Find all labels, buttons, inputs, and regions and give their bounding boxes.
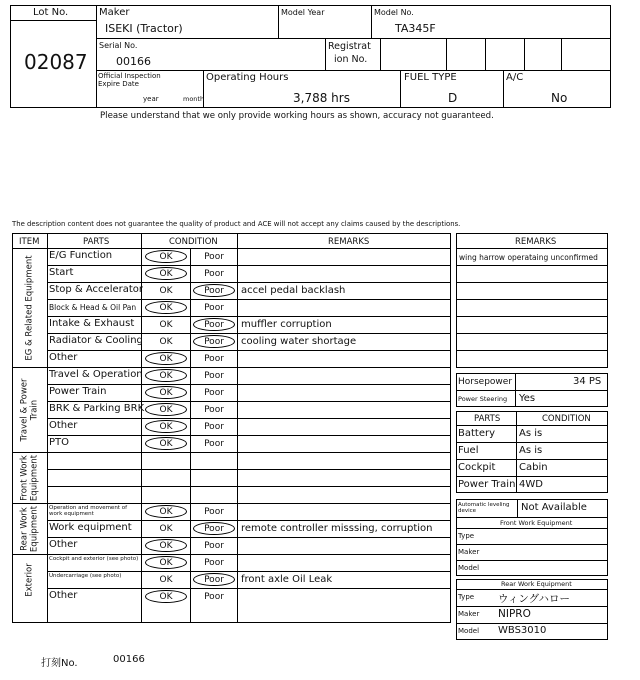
part-label: Other: [49, 420, 78, 431]
part-label: Other: [49, 352, 78, 363]
lot-no-label: Lot No.: [33, 7, 69, 18]
inspection-label-2: Expire Date: [98, 80, 139, 88]
poor-selected-ring: [193, 573, 235, 586]
part-label: Block & Head & Oil Pan: [49, 303, 137, 312]
stamp-no: 00166: [113, 654, 145, 665]
condition-poor: Poor: [204, 438, 224, 449]
model-year-label: Model Year: [281, 8, 325, 17]
serial-no-label: Serial No.: [99, 41, 138, 50]
ok-selected-ring: [145, 420, 187, 433]
poor-selected-ring: [193, 284, 235, 297]
condition-ok: OK: [159, 370, 173, 381]
front-model-label: Model: [458, 564, 480, 572]
ok-selected-ring: [145, 437, 187, 450]
part-label: Start: [49, 267, 74, 278]
auto-leveling-value: Not Available: [521, 502, 587, 513]
condition-poor: Poor: [204, 319, 224, 330]
horsepower-label: Horsepower: [458, 377, 513, 387]
condition-poor: Poor: [204, 591, 224, 602]
notice-description: The description content does not guarantee the quality of product and ACE will not accept any claims caused by the descriptions.: [12, 220, 461, 228]
remarks-panel-header: REMARKS: [515, 237, 557, 247]
model-no-label: Model No.: [374, 8, 414, 17]
condition-poor: Poor: [204, 336, 224, 347]
condition-part: Cockpit: [458, 462, 496, 473]
condition-poor: Poor: [204, 523, 224, 534]
condition-ok: OK: [159, 302, 173, 313]
condition-part: Battery: [458, 428, 496, 439]
power-steering-value: Yes: [519, 393, 536, 404]
ok-selected-ring: [145, 301, 187, 314]
condition-poor: Poor: [204, 387, 224, 398]
inspection-label: Official Inspection: [98, 72, 161, 80]
remark-text: front axle Oil Leak: [241, 573, 333, 585]
ok-selected-ring: [145, 386, 187, 399]
condition-header: CONDITION: [542, 414, 591, 424]
condition-ok: OK: [159, 285, 173, 296]
condition-ok: OK: [159, 268, 173, 279]
remark-text: accel pedal backlash: [241, 284, 346, 296]
group-label: Travel & Power Train: [19, 378, 40, 441]
header-item: ITEM: [19, 237, 40, 247]
registration-label: Registrat: [328, 41, 371, 52]
fuel-type-label: FUEL TYPE: [404, 72, 457, 83]
condition-ok: OK: [159, 251, 173, 262]
header-condition: CONDITION: [169, 237, 218, 247]
rear-work-header: Rear Work Equipment: [501, 580, 572, 588]
maker-value: ISEKI (Tractor): [105, 22, 183, 35]
group-label: Rear Work Equipment: [19, 505, 40, 552]
condition-poor: Poor: [204, 421, 224, 432]
condition-value: As is: [519, 428, 543, 439]
condition-poor: Poor: [204, 268, 224, 279]
poor-selected-ring: [193, 318, 235, 331]
part-label: PTO: [49, 437, 70, 448]
rear-maker-label: Maker: [458, 610, 480, 618]
condition-part: Power Train: [458, 479, 516, 490]
remarks-panel-text: wing harrow operataing unconfirmed: [459, 253, 598, 262]
part-label: Undercarriage (see photo): [49, 573, 122, 579]
part-label: Other: [49, 539, 78, 550]
remark-text: cooling water shortage: [241, 335, 357, 347]
group-label: Front Work Equipment: [19, 454, 40, 501]
condition-poor: Poor: [204, 353, 224, 364]
part-label: BRK & Parking BRK: [49, 403, 145, 414]
condition-ok: OK: [159, 353, 173, 364]
part-label: Travel & Operation: [49, 369, 143, 380]
lot-no: 02087: [24, 50, 88, 74]
rear-model-label: Model: [458, 627, 480, 635]
ok-selected-ring: [145, 352, 187, 365]
part-label: Radiator & Cooling: [49, 335, 143, 346]
part-label: Cockpit and exterior (see photo): [49, 556, 139, 562]
part-label: Intake & Exhaust: [49, 318, 135, 329]
operating-hours-label: Operating Hours: [206, 72, 289, 83]
fuel-type-value: D: [448, 91, 458, 105]
parts-header: PARTS: [474, 414, 501, 424]
condition-poor: Poor: [204, 404, 224, 415]
condition-ok: OK: [159, 421, 173, 432]
ac-label: A/C: [506, 72, 524, 83]
front-maker-label: Maker: [458, 548, 480, 556]
power-steering-label: Power Steering: [458, 395, 508, 403]
ok-selected-ring: [145, 556, 187, 569]
condition-part: Fuel: [458, 445, 479, 456]
condition-poor: Poor: [204, 540, 224, 551]
part-label: Work equipment: [49, 522, 132, 533]
rear-type-value: ウィングハロー: [498, 593, 571, 605]
header-remarks: REMARKS: [328, 237, 370, 247]
ok-selected-ring: [145, 369, 187, 382]
auto-leveling-label: Automatic leveling device: [458, 502, 510, 514]
month-label: month: [183, 95, 205, 103]
ac-value: No: [551, 91, 568, 105]
condition-ok: OK: [159, 387, 173, 398]
maker-label: Maker: [99, 7, 130, 18]
year-label: year: [143, 95, 159, 103]
condition-ok: OK: [159, 557, 173, 568]
condition-value: 4WD: [519, 479, 543, 490]
poor-selected-ring: [193, 522, 235, 535]
condition-value: As is: [519, 445, 543, 456]
condition-ok: OK: [159, 506, 173, 517]
condition-ok: OK: [159, 591, 173, 602]
operating-hours-value: 3,788 hrs: [293, 91, 350, 105]
part-label: Other: [49, 590, 78, 601]
front-type-label: Type: [458, 532, 475, 540]
serial-no-value: 00166: [116, 55, 151, 68]
condition-ok: OK: [159, 523, 173, 534]
rear-type-label: Type: [458, 593, 475, 601]
condition-ok: OK: [159, 336, 173, 347]
rear-maker-value: NIPRO: [498, 608, 531, 620]
horsepower-value: 34 PS: [573, 376, 602, 387]
condition-value: Cabin: [519, 462, 548, 473]
condition-poor: Poor: [204, 285, 224, 296]
model-no-value: TA345F: [395, 22, 436, 35]
group-label: Exterior: [24, 562, 35, 597]
remark-text: remote controller misssing, corruption: [241, 522, 433, 534]
group-label: EG & Related Equipment: [24, 254, 35, 361]
notice-hours: Please understand that we only provide working hours as shown, accuracy not guaranteed.: [100, 111, 494, 121]
condition-poor: Poor: [204, 574, 224, 585]
registration-label-2: ion No.: [334, 54, 368, 65]
ok-selected-ring: [145, 250, 187, 263]
condition-ok: OK: [159, 319, 173, 330]
condition-ok: OK: [159, 540, 173, 551]
condition-poor: Poor: [204, 251, 224, 262]
rear-model-value: WBS3010: [498, 625, 547, 636]
ok-selected-ring: [145, 267, 187, 280]
condition-poor: Poor: [204, 557, 224, 568]
ok-selected-ring: [145, 590, 187, 603]
poor-selected-ring: [193, 335, 235, 348]
ok-selected-ring: [145, 403, 187, 416]
ok-selected-ring: [145, 539, 187, 552]
header-parts: PARTS: [83, 237, 110, 247]
condition-poor: Poor: [204, 370, 224, 381]
condition-ok: OK: [159, 574, 173, 585]
part-label: Stop & Accelerator: [49, 284, 144, 295]
front-work-header: Front Work Equipment: [500, 519, 573, 527]
condition-ok: OK: [159, 438, 173, 449]
condition-ok: OK: [159, 404, 173, 415]
ok-selected-ring: [145, 505, 187, 518]
stamp-label: 打刻No.: [41, 658, 78, 669]
part-label: E/G Function: [49, 250, 113, 261]
condition-poor: Poor: [204, 302, 224, 313]
part-label: Operation and movement of work equipment: [49, 505, 128, 517]
condition-poor: Poor: [204, 506, 224, 517]
remark-text: muffler corruption: [241, 318, 332, 330]
part-label: Power Train: [49, 386, 107, 397]
